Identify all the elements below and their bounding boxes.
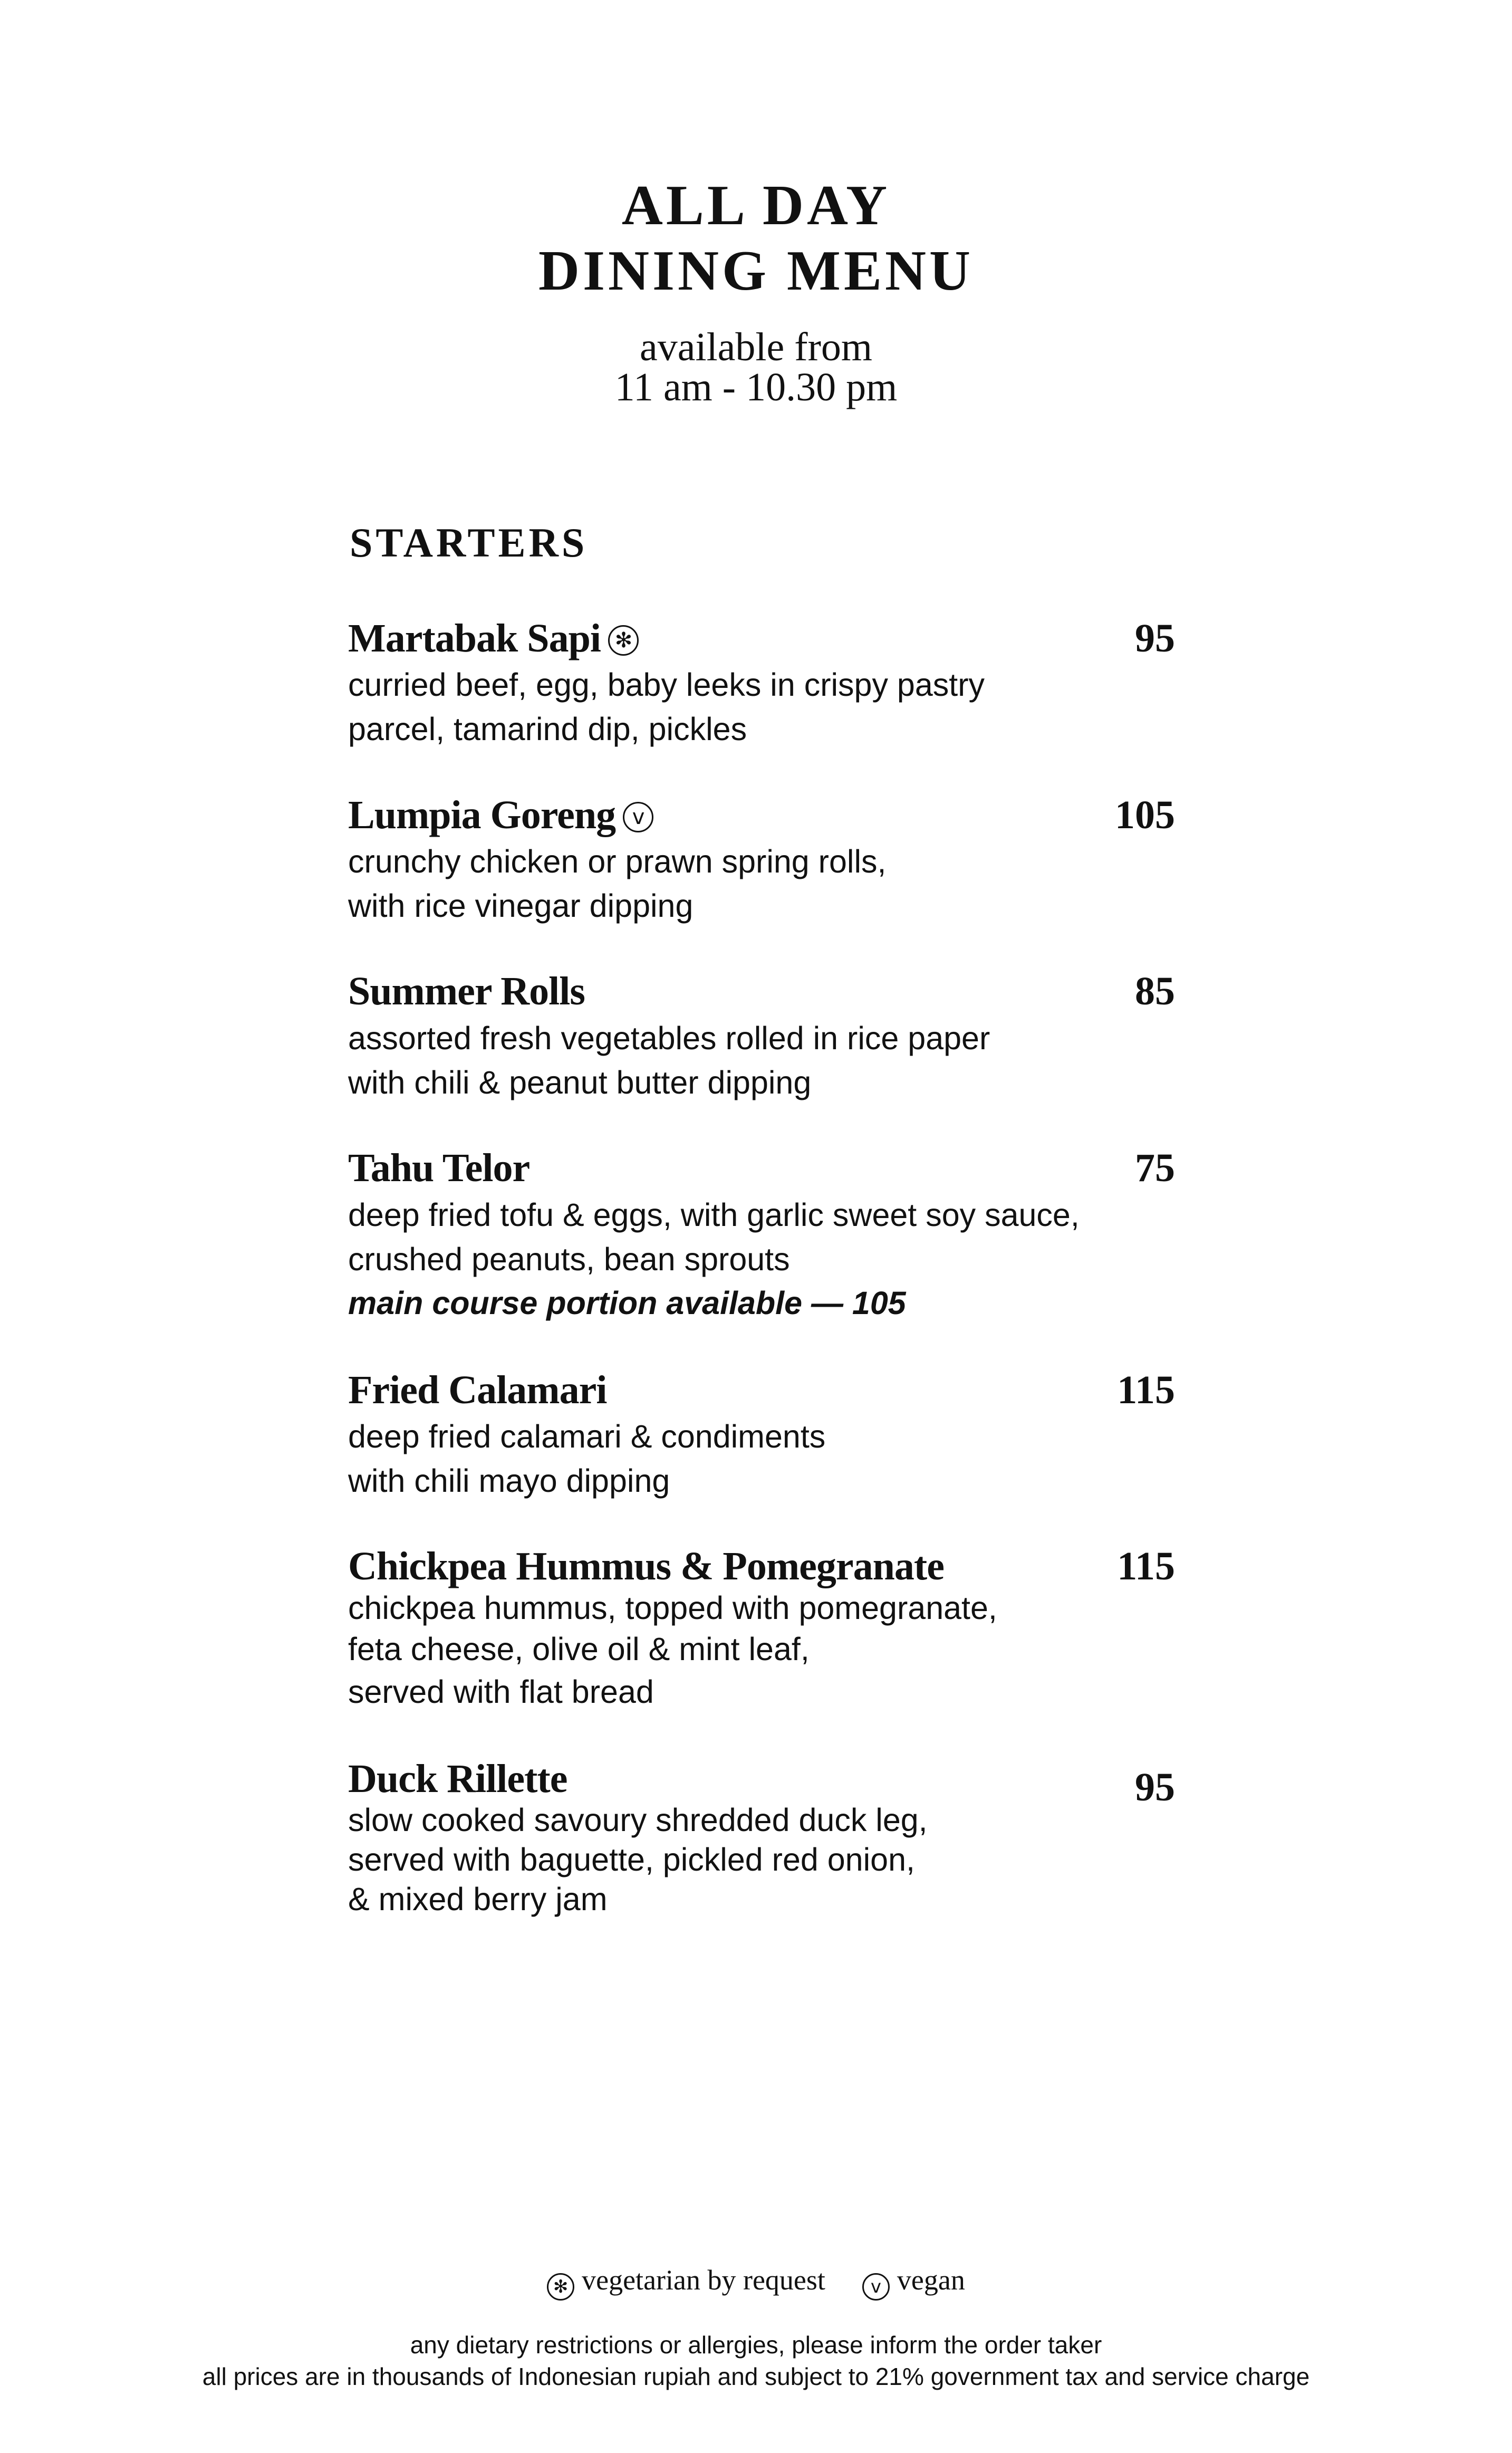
item-description-line: curried beef, egg, baby leeks in crispy pastry: [348, 667, 985, 703]
item-description-line: served with flat bread: [348, 1674, 654, 1710]
item-price: 115: [1117, 1368, 1175, 1412]
item-description-line: with rice vinegar dipping: [348, 888, 694, 924]
item-description-line: deep fried tofu & eggs, with garlic sweet soy sauce,: [348, 1197, 1080, 1233]
vegan-icon: v: [862, 2273, 890, 2301]
vegetarian-by-request-icon: ✻: [608, 625, 639, 656]
item-description-line: parcel, tamarind dip, pickles: [348, 711, 747, 747]
item-price: 95: [1135, 616, 1175, 660]
item-description-line: chickpea hummus, topped with pomegranate,: [348, 1590, 997, 1626]
item-name: Tahu Telor: [348, 1146, 530, 1190]
dietary-legend: [0, 2266, 1512, 2301]
availability-label: available from: [639, 325, 872, 369]
menu-item-chickpea-hummus: [348, 1546, 944, 1586]
item-description-line: feta cheese, olive oil & mint leaf,: [348, 1631, 810, 1667]
item-name: Summer Rolls: [348, 969, 585, 1013]
item-description-line: crushed peanuts, bean sprouts: [348, 1241, 790, 1277]
item-price: 105: [1115, 793, 1175, 837]
menu-item-lumpia-goreng: [348, 795, 653, 835]
item-price: 115: [1117, 1544, 1175, 1588]
legend-vegetarian-label: vegetarian by request: [582, 2264, 825, 2296]
item-description-line: deep fried calamari & condiments: [348, 1419, 826, 1454]
item-name: Martabak Sapi: [348, 616, 601, 660]
item-description-line: with chili & peanut butter dipping: [348, 1065, 812, 1100]
footer-allergy-note: any dietary restrictions or allergies, please inform the order taker: [410, 2331, 1102, 2359]
item-description-line: slow cooked savoury shredded duck leg,: [348, 1802, 928, 1838]
vegetarian-by-request-icon: ✻: [547, 2273, 574, 2301]
item-note: main course portion available — 105: [348, 1285, 906, 1321]
section-title-starters: STARTERS: [350, 520, 588, 566]
item-name: Chickpea Hummus & Pomegranate: [348, 1544, 944, 1588]
footer-price-note: all prices are in thousands of Indonesian rupiah and subject to 21% government tax and service charge: [202, 2363, 1310, 2390]
item-description-line: served with baguette, pickled red onion,: [348, 1842, 915, 1877]
item-name: Fried Calamari: [348, 1368, 607, 1412]
item-name: Lumpia Goreng: [348, 793, 616, 837]
item-price: 75: [1135, 1146, 1175, 1190]
menu-item-tahu-telor: [348, 1148, 529, 1188]
item-price: 85: [1135, 969, 1175, 1013]
menu-title-line1: ALL DAY: [621, 174, 891, 237]
menu-title-line2: DINING MENU: [538, 239, 974, 302]
item-description-line: crunchy chicken or prawn spring rolls,: [348, 844, 887, 879]
menu-item-martabak-sapi: [348, 618, 639, 658]
menu-item-duck-rillette: [348, 1759, 567, 1799]
item-description-line: assorted fresh vegetables rolled in rice paper: [348, 1020, 990, 1056]
vegan-icon: v: [623, 802, 653, 832]
item-price: 95: [1135, 1765, 1175, 1809]
item-description-line: & mixed berry jam: [348, 1881, 608, 1917]
availability-hours: 11 am - 10.30 pm: [614, 365, 898, 409]
menu-item-fried-calamari: [348, 1370, 606, 1410]
menu-item-summer-rolls: [348, 971, 585, 1011]
item-name: Duck Rillette: [348, 1757, 567, 1801]
item-description-line: with chili mayo dipping: [348, 1463, 670, 1499]
legend-vegan-label: vegan: [897, 2264, 965, 2296]
